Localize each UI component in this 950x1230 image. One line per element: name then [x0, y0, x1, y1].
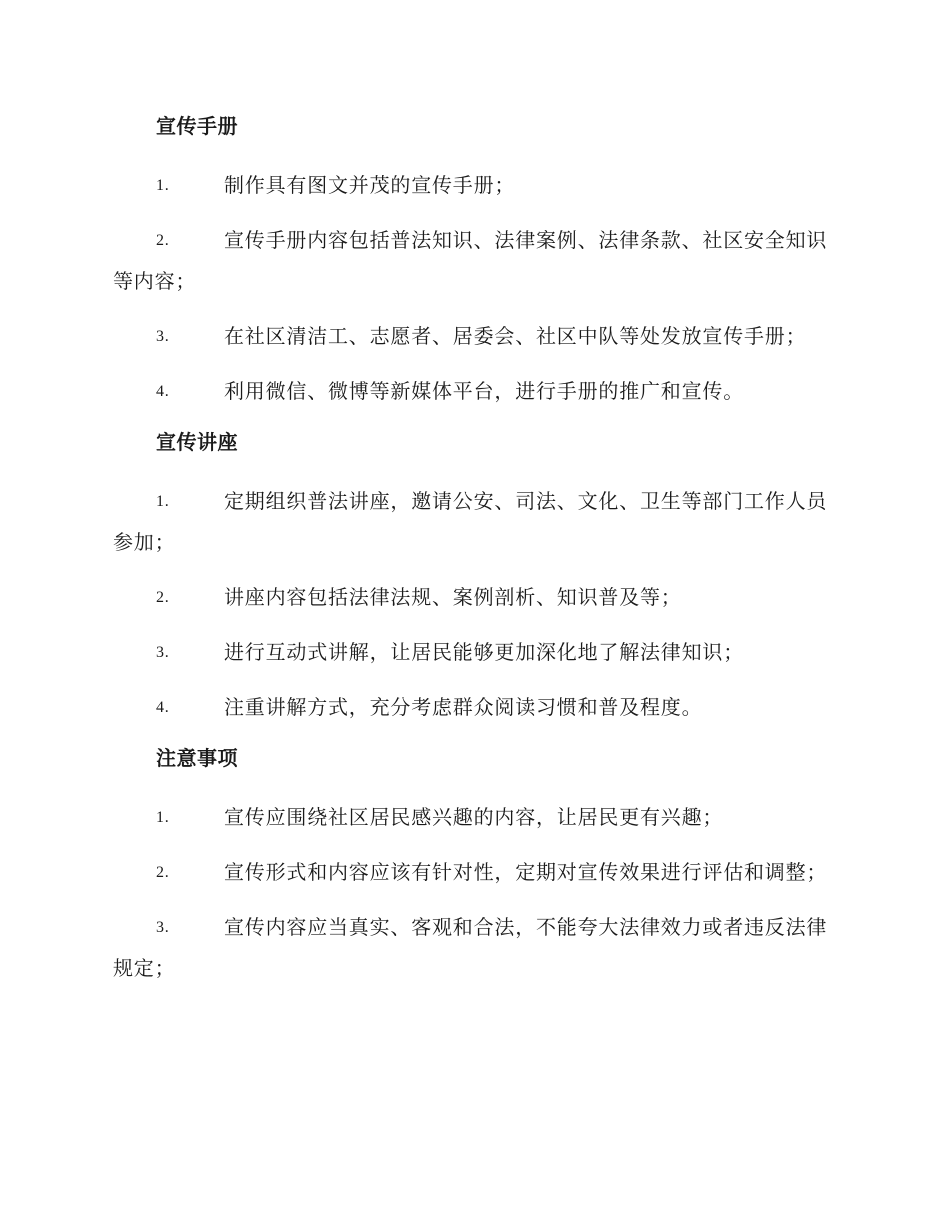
list-item [113, 371, 837, 412]
list-item-text: 宣传形式和内容应该有针对性，定期对宣传效果进行评估和调整； [224, 860, 828, 884]
section-heading-notes: 注意事项 [156, 746, 238, 770]
list-item [113, 316, 837, 357]
list-number: 2. [156, 589, 170, 606]
list-item-text: 宣传内容应当真实、客观和合法，不能夸大法律效力或者违反法律规定； [113, 915, 828, 980]
section-heading-lecture: 宣传讲座 [156, 430, 238, 454]
list-item [113, 165, 837, 206]
list-number: 3. [156, 919, 170, 936]
list-item-text: 讲座内容包括法律法规、案例剖析、知识普及等； [224, 585, 682, 609]
document-body [113, 110, 837, 1003]
list-item-text: 宣传应围绕社区居民感兴趣的内容，让居民更有兴趣； [224, 805, 724, 829]
list-number: 4. [156, 699, 170, 716]
list-item [113, 907, 837, 989]
list-item-text: 进行互动式讲解，让居民能够更加深化地了解法律知识； [224, 640, 744, 664]
list-number: 3. [156, 644, 170, 661]
list-number: 1. [156, 177, 170, 194]
list-number: 3. [156, 328, 170, 345]
list-item [113, 852, 837, 893]
list-item-text: 注重讲解方式，充分考虑群众阅读习惯和普及程度。 [224, 695, 703, 719]
list-item-text: 定期组织普法讲座，邀请公安、司法、文化、卫生等部门工作人员参加； [113, 489, 828, 554]
section-heading-handbook: 宣传手册 [156, 114, 238, 138]
list-item [113, 797, 837, 838]
list-item [113, 632, 837, 673]
list-item-text: 宣传手册内容包括普法知识、法律案例、法律条款、社区安全知识等内容； [113, 228, 828, 293]
list-number: 1. [156, 809, 170, 826]
list-item [113, 687, 837, 728]
list-number: 2. [156, 232, 170, 249]
list-item [113, 220, 837, 302]
list-item-text: 制作具有图文并茂的宣传手册； [224, 173, 516, 197]
list-item-text: 利用微信、微博等新媒体平台，进行手册的推广和宣传。 [224, 379, 744, 403]
list-item-text: 在社区清洁工、志愿者、居委会、社区中队等处发放宣传手册； [224, 324, 807, 348]
list-number: 4. [156, 383, 170, 400]
list-item [113, 481, 837, 563]
list-number: 2. [156, 864, 170, 881]
list-number: 1. [156, 493, 170, 510]
list-item [113, 577, 837, 618]
